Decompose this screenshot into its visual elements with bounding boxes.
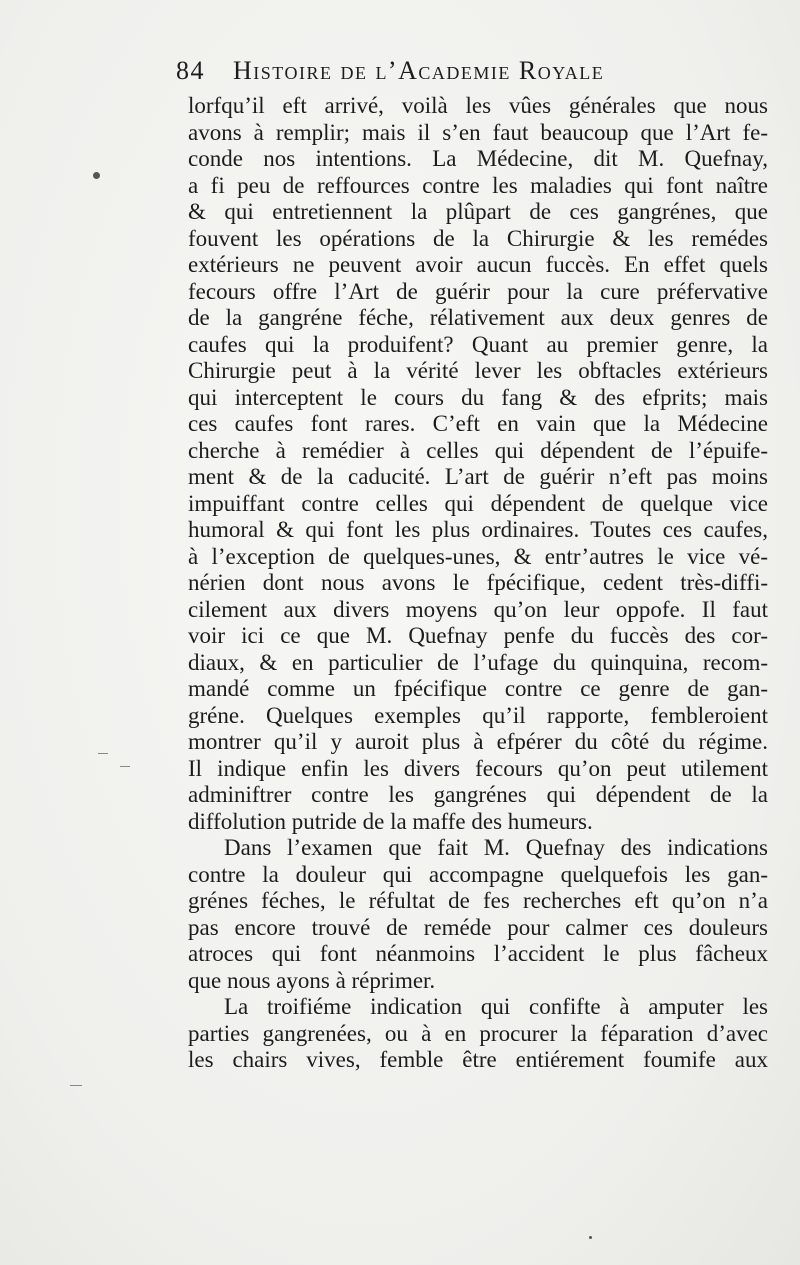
text-line: cherche à remédier à celles qui dépendent de l’épuife- <box>188 437 768 463</box>
text-line: caufes qui la produifent? Quant au premier genre, la <box>188 331 768 357</box>
text-line: fouvent les opérations de la Chirurgie & les remédes <box>188 225 768 251</box>
margin-mark <box>98 753 108 754</box>
page-number: 84 <box>176 56 205 85</box>
text-line: pas encore trouvé de reméde pour calmer ces douleurs <box>188 914 768 940</box>
text-line: nérien dont nous avons le fpécifique, cedent très-diffi- <box>188 570 768 595</box>
text-line: extérieurs ne peuvent avoir aucun fuccès. En effet quels <box>188 252 768 277</box>
ink-speck <box>93 172 100 179</box>
text-line: impuiffant contre celles qui dépendent de quelque vice <box>188 490 768 516</box>
text-line: humoral & qui font les plus ordinaires. Toutes ces caufes, <box>188 517 768 542</box>
margin-mark <box>70 1085 82 1086</box>
text-line: que nous ayons à réprimer. <box>188 967 436 993</box>
text-line: diaux, & en particulier de l’ufage du quinquina, recom- <box>188 649 768 675</box>
text-line: adminiftrer contre les gangrénes qui dépendent de la <box>188 782 768 807</box>
text-line: les chairs vives, femble être entiérement foumife aux <box>188 1047 768 1072</box>
margin-mark <box>120 766 130 767</box>
text-line: Il indique enfin les divers fecours qu’on peut utilement <box>188 755 768 781</box>
text-line: de la gangréne féche, rélativement aux deux genres de <box>188 305 768 330</box>
text-line: lorfqu’il eft arrivé, voilà les vûes générales que nous <box>188 93 768 118</box>
text-line: atroces qui font néanmoins l’accident le plus fâcheux <box>188 941 768 966</box>
text-line: Chirurgie peut à la vérité lever les obftacles extérieurs <box>188 358 768 383</box>
text-line: grénes féches, le réfultat de fes recherches eft qu’on n’a <box>188 888 768 913</box>
text-line: diffolution putride de la maffe des humeurs. <box>188 808 593 834</box>
text-line: parties gangrenées, ou à en procurer la féparation d’avec <box>188 1020 768 1046</box>
text-line: conde nos intentions. La Médecine, dit M. Quefnay, <box>188 146 768 171</box>
text-line: mandé comme un fpécifique contre ce genre de gan- <box>188 676 768 701</box>
text-line: qui interceptent le cours du fang & des efprits; mais <box>188 384 768 410</box>
running-title: Histoire de l’Academie Royale <box>233 56 605 85</box>
ink-speck <box>589 1236 592 1239</box>
text-line: à l’exception de quelques-unes, & entr’autres le vice vé- <box>188 543 768 569</box>
body-text <box>188 93 768 1074</box>
text-line: cilement aux divers moyens qu’on leur oppofe. Il faut <box>188 596 768 622</box>
text-line: voir ici ce que M. Quefnay penfe du fuccès des cor- <box>188 623 768 648</box>
text-line: ment & de la caducité. L’art de guérir n’eft pas moins <box>188 464 768 489</box>
text-line: ces caufes font rares. C’eft en vain que la Médecine <box>188 411 768 436</box>
text-line: avons à remplir; mais il s’en faut beaucoup que l’Art fe- <box>188 119 768 145</box>
text-line: & qui entretiennent la plûpart de ces gangrénes, que <box>188 199 768 224</box>
text-line: montrer qu’il y auroit plus à efpérer du côté du régime. <box>188 729 768 754</box>
running-header <box>176 56 736 96</box>
text-line: gréne. Quelques exemples qu’il rapporte, fembleroient <box>188 702 768 728</box>
text-line: fecours offre l’Art de guérir pour la cure préfervative <box>188 278 768 304</box>
text-line: Dans l’examen que fait M. Quefnay des indications <box>224 835 768 860</box>
text-line: contre la douleur qui accompagne quelquefois les gan- <box>188 861 768 887</box>
text-line: La troifiéme indication qui confifte à amputer les <box>224 994 768 1019</box>
text-line: a fi peu de reffources contre les maladies qui font naître <box>188 172 768 198</box>
